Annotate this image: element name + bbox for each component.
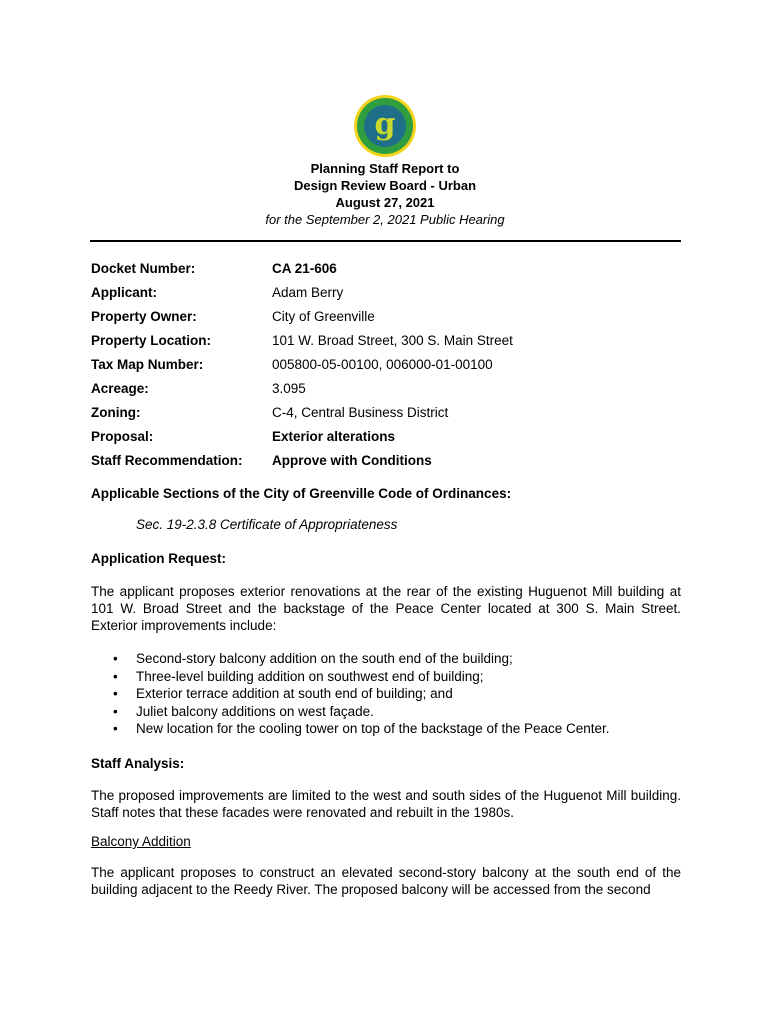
field-value: CA 21-606 [272, 261, 337, 276]
list-item [91, 668, 681, 686]
bullet-glyph: • [113, 668, 118, 684]
field-value: City of Greenville [272, 309, 375, 324]
header-hearing: for the September 2, 2021 Public Hearing [265, 212, 505, 227]
applicable-sections-heading: Applicable Sections of the City of Greenville Code of Ordinances: [91, 486, 512, 501]
header-title: Planning Staff Report to [310, 161, 460, 176]
field-applicant [91, 284, 691, 308]
application-request-text: The applicant proposes exterior renovations at the rear of the existing Huguenot Mill building at 101 W. Broad Street and the backstage of the Peace Center located at 300 S. Main Street. Exterior improvements include: [91, 584, 681, 633]
balcony-addition-heading: Balcony Addition [91, 834, 191, 849]
bullet-glyph: • [113, 703, 118, 719]
list-item-text: Three-level building addition on southwest end of building; [136, 668, 484, 684]
field-zoning [91, 404, 691, 428]
logo-letter: g [374, 107, 396, 142]
field-value: 3.095 [272, 381, 306, 396]
field-label: Docket Number: [91, 261, 196, 276]
case-fields [91, 260, 691, 476]
header-date: August 27, 2021 [335, 195, 435, 210]
field-label: Applicant: [91, 285, 157, 300]
list-item-text: Exterior terrace addition at south end of building; and [136, 686, 453, 701]
field-value: Adam Berry [272, 285, 344, 300]
field-tax-map-number [91, 356, 691, 380]
field-value: Exterior alterations [272, 429, 396, 444]
field-property-location [91, 332, 691, 356]
field-label: Staff Recommendation: [91, 453, 243, 468]
field-label: Property Owner: [91, 309, 197, 324]
list-item [91, 650, 681, 668]
staff-analysis-heading: Staff Analysis: [91, 756, 185, 771]
list-item-text: Second-story balcony addition on the south end of the building; [136, 651, 513, 666]
header-divider [90, 240, 681, 242]
applicable-section-item: Sec. 19-2.3.8 Certificate of Appropriateness [136, 517, 398, 532]
field-property-owner [91, 308, 691, 332]
list-item [91, 720, 681, 738]
field-label: Proposal: [91, 429, 154, 444]
bullet-glyph: • [113, 651, 118, 666]
header-board: Design Review Board - Urban [293, 178, 477, 193]
field-value: 005800-05-00100, 006000-01-00100 [272, 357, 493, 372]
field-label: Acreage: [91, 381, 149, 396]
staff-analysis-text: The proposed improvements are limited to the west and south sides of the Huguenot Mill building. Staff notes that these facades were renovated and rebuilt in the 1980s. [91, 788, 681, 820]
list-item-text: New location for the cooling tower on top of the backstage of the Peace Center. [136, 721, 610, 736]
field-proposal [91, 428, 691, 452]
field-value: 101 W. Broad Street, 300 S. Main Street [272, 333, 513, 348]
list-item-text: Juliet balcony additions on west façade. [136, 703, 374, 719]
application-request-heading: Application Request: [91, 551, 227, 566]
improvements-list [91, 650, 681, 738]
field-docket-number [91, 260, 691, 284]
bullet-glyph: • [113, 686, 118, 701]
field-value: Approve with Conditions [272, 453, 432, 468]
field-label: Property Location: [91, 333, 212, 348]
city-of-greenville-logo [353, 94, 417, 158]
field-value: C-4, Central Business District [272, 405, 449, 420]
field-label: Tax Map Number: [91, 357, 204, 372]
list-item [91, 703, 681, 721]
field-staff-recommendation [91, 452, 691, 476]
balcony-addition-text: The applicant proposes to construct an elevated second-story balcony at the south end of the building adjacent to the Reedy River. The proposed balcony will be accessed from the second [91, 865, 681, 897]
bullet-glyph: • [113, 721, 118, 736]
list-item [91, 685, 681, 703]
report-header [0, 160, 770, 228]
field-acreage [91, 380, 691, 404]
field-label: Zoning: [91, 405, 141, 420]
